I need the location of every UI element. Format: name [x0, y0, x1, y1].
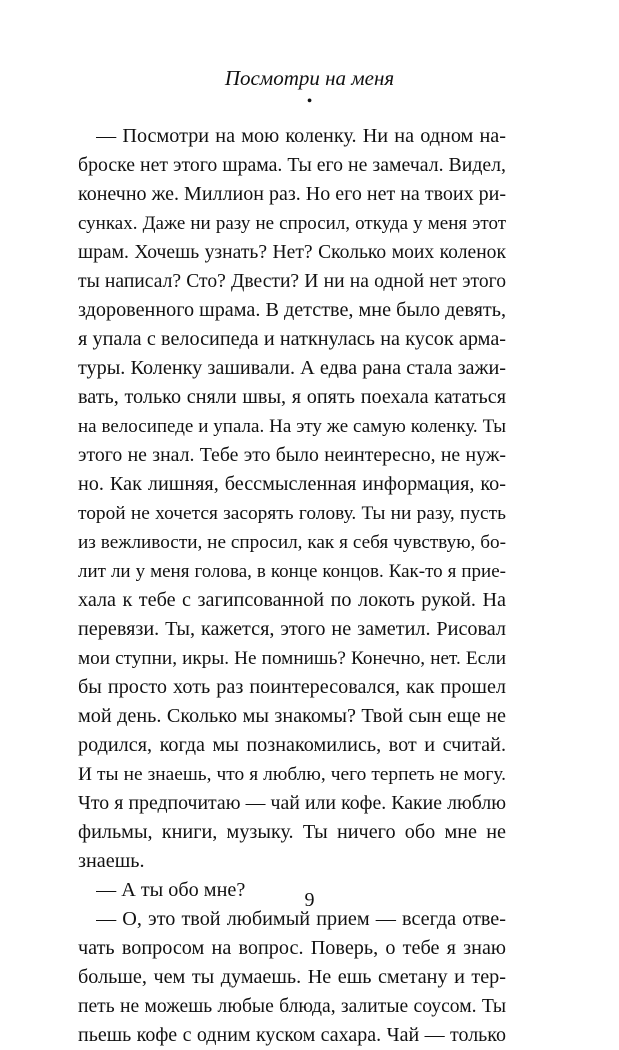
text-line: — О, это твой любимый прием — всегда отве- [96, 908, 506, 930]
text-line: пьешь кофе с одним куском сахара. Чай — только [78, 1024, 506, 1046]
running-head-bullet: • [306, 93, 313, 110]
text-line: туры. Коленку зашивали. А едва рана стала зажи- [78, 357, 506, 379]
text-line: петь не можешь любые блюда, залитые соусом. Ты [78, 996, 506, 1017]
text-line: этого не знал. Тебе это было неинтересно, не нуж- [78, 444, 506, 466]
text-line: вать, только сняли швы, я опять поехала кататься [78, 386, 506, 408]
page-number: 9 [304, 889, 315, 911]
text-line: ты написал? Сто? Двести? И ни на одной нет этого [78, 271, 506, 292]
text-line: — А ты обо мне? [96, 879, 246, 901]
text-line: больше, чем ты думаешь. Не ешь сметану и тер- [78, 966, 506, 988]
text-line: — Посмотри на мою коленку. Ни на одном на- [96, 125, 506, 147]
text-line: И ты не знаешь, что я люблю, чего терпеть не могу. [78, 764, 506, 785]
text-line: но. Как лишняя, бессмысленная информация, ко- [78, 473, 506, 495]
text-line: лит ли у меня голова, в конце концов. Как-то я прие- [78, 561, 506, 582]
text-line: на велосипеде и упала. На эту же самую коленку. Ты [78, 416, 506, 437]
text-line: конечно же. Миллион раз. Но его нет на твоих ри- [78, 183, 506, 205]
text-line: перевязи. Ты, кажется, этого не заметил. Рисовал [78, 618, 506, 640]
text-line: чать вопросом на вопрос. Поверь, о тебе я знаю [78, 937, 506, 959]
text-line: из вежливости, не спросил, как я себя чувствую, бо- [78, 532, 506, 553]
text-line: знаешь. [78, 850, 145, 872]
text-line: мой день. Сколько мы знакомы? Твой сын еще не [78, 705, 506, 727]
running-head: Посмотри на меня [224, 66, 395, 90]
text-line: сунках. Даже ни разу не спросил, откуда у меня этот [78, 213, 506, 234]
text-line: мои ступни, икры. Не помнишь? Конечно, нет. Если [78, 648, 506, 669]
text-line: здоровенного шрама. В детстве, мне было девять, [78, 299, 506, 321]
text-line: я упала с велосипеда и наткнулась на кусок арма- [78, 328, 506, 350]
text-line: шрам. Хочешь узнать? Нет? Сколько моих коленок [78, 242, 506, 263]
text-line: торой не хочется засорять голову. Ты ни разу, пусть [78, 503, 506, 524]
text-line: бы просто хоть раз поинтересовался, как прошел [78, 676, 506, 698]
text-line: родился, когда мы познакомились, вот и считай. [78, 734, 506, 756]
text-line: Что я предпочитаю — чай или кофе. Какие люблю [78, 792, 506, 814]
text-line: хала к тебе с загипсованной по локоть рукой. На [78, 589, 506, 611]
text-line: броске нет этого шрама. Ты его не замечал. Видел, [78, 154, 506, 176]
text-line: фильмы, книги, музыку. Ты ничего обо мне не [78, 821, 506, 843]
